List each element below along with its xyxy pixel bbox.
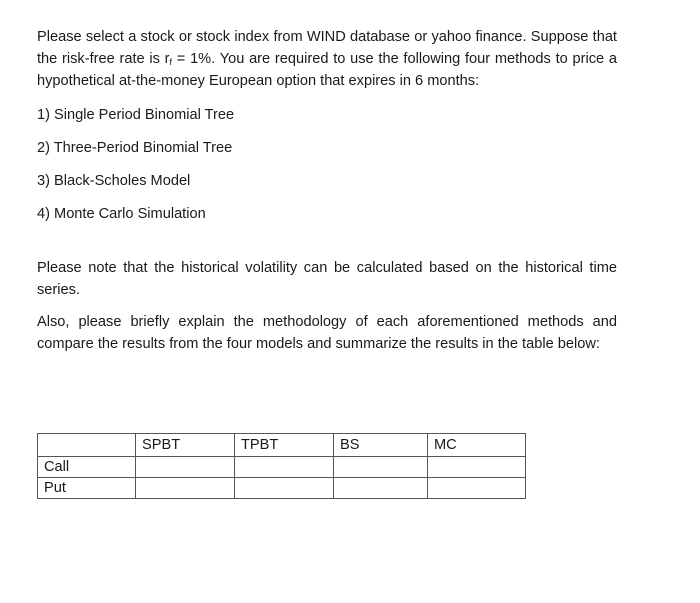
method-item-4: 4) Monte Carlo Simulation [37,206,206,222]
cell-put-tpbt [235,478,334,499]
cell-call-spbt [136,457,235,478]
intro-text-part2: = 1%. You are required to use the following four methods to price a hypothetical at-the-money European option that expires in 6 months: [37,51,617,89]
cell-call-bs [334,457,428,478]
row-label-call: Call [38,457,136,478]
results-table [37,433,526,499]
method-item-1: 1) Single Period Binomial Tree [37,107,235,123]
table-header-bs: BS [334,434,428,457]
method-item-3: 3) Black-Scholes Model [37,173,191,189]
table-header-row [38,434,526,457]
cell-put-bs [334,478,428,499]
table-header-tpbt: TPBT [235,434,334,457]
volatility-note-paragraph: Please note that the historical volatility can be calculated based on the historical time series. [37,260,617,298]
method-item-2: 2) Three-Period Binomial Tree [37,140,233,156]
table-header-mc: MC [428,434,526,457]
row-label-put: Put [38,478,136,499]
cell-put-mc [428,478,526,499]
intro-text-part1: Please select a stock or stock index from WIND database or yahoo finance. Suppose that the risk-free rate is r [37,29,617,67]
table-header-corner [38,434,136,457]
risk-free-subscript: f [169,57,173,67]
table-row-call [38,457,526,478]
cell-put-spbt [136,478,235,499]
document-body [37,26,617,355]
table-header-spbt: SPBT [136,434,235,457]
table-row-put [38,478,526,499]
intro-paragraph [37,26,617,92]
cell-call-tpbt [235,457,334,478]
cell-call-mc [428,457,526,478]
methodology-paragraph: Also, please briefly explain the methodology of each aforementioned methods and compare the results from the four models and summarize the results in the table below: [37,314,617,352]
